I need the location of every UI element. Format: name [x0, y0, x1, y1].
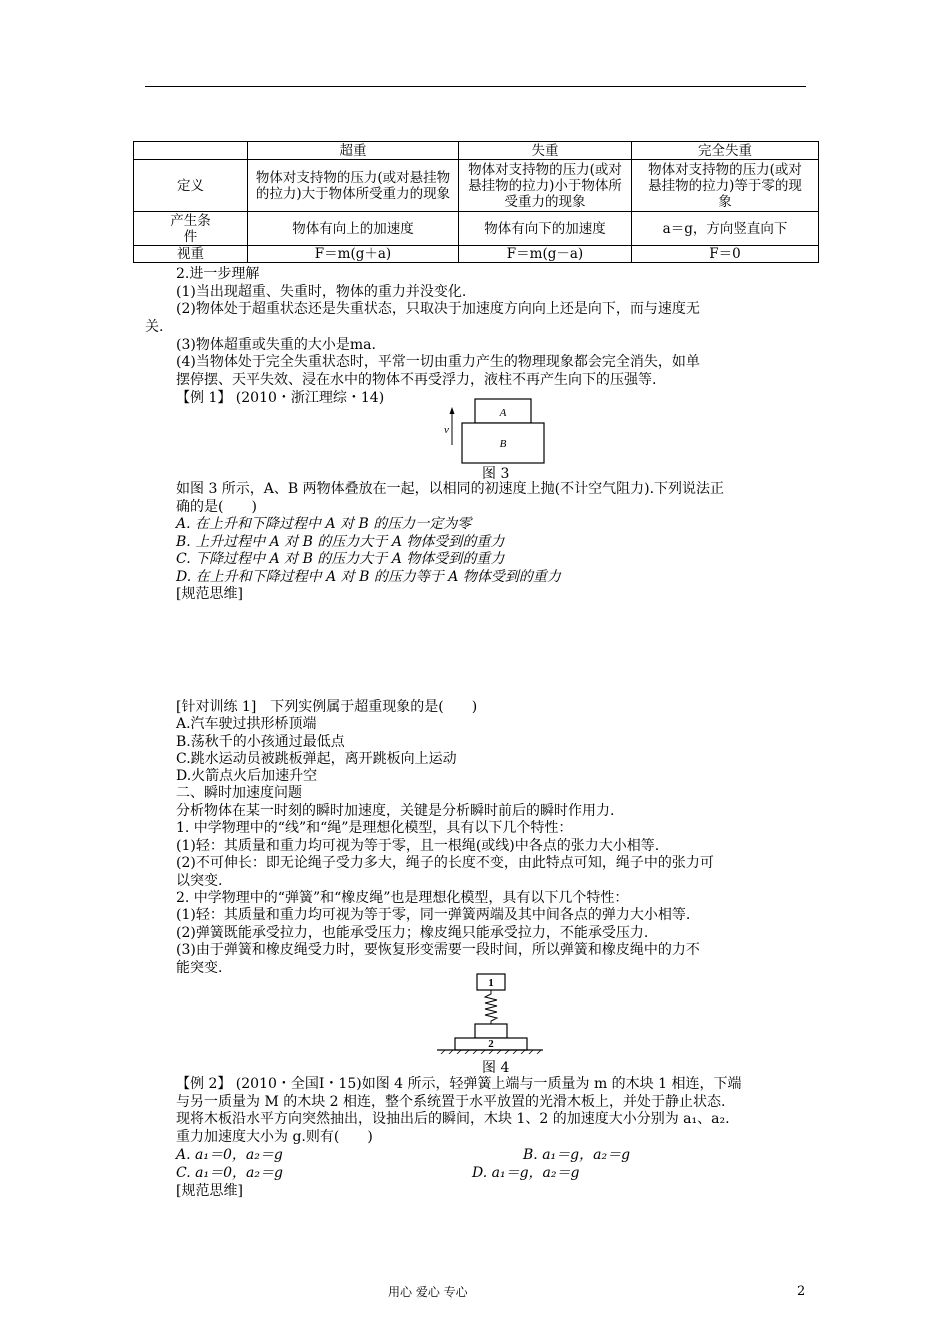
text-line: 摆停摆、天平失效、浸在水中的物体不再受浮力，液柱不再产生向下的压强等.: [176, 372, 657, 388]
question-text: 如图 3 所示，A、B 两物体叠放在一起，以相同的初速度上抛(不计空气阻力).下列说法正: [176, 481, 725, 497]
block-2-label: 2: [488, 1038, 494, 1050]
training-option-d: D.火箭点火后加速升空: [176, 768, 318, 784]
block-2-top: [475, 1024, 507, 1038]
example-2-text: 与另一质量为 M 的木块 2 相连，整个系统置于水平放置的光滑木板上，并处于静止状态.: [176, 1094, 726, 1110]
block-b-label: B: [499, 438, 507, 450]
col-header-weightless: 失重: [459, 142, 632, 160]
footer-text: 用心 爱心 专心: [388, 1285, 468, 1299]
header-rule: [145, 86, 806, 87]
arrow-head: [450, 407, 455, 414]
spring: [485, 990, 497, 1024]
cell-cond-complete: a＝g，方向竖直向下: [632, 212, 819, 246]
table-corner: [134, 142, 248, 160]
cell-app-overweight: F＝m(g＋a): [248, 246, 459, 263]
option-b: B. 上升过程中 A 对 B 的压力大于 A 物体受到的重力: [176, 534, 505, 550]
block-1-label: 1: [488, 977, 494, 989]
text-line: (4)当物体处于完全失重状态时，平常一切由重力产生的物理现象都会完全消失，如单: [176, 354, 700, 370]
text-line: (2)不可伸长：即无论绳子受力多大，绳子的长度不变，由此特点可知，绳子中的张力可: [176, 855, 714, 871]
text-line: 关.: [145, 319, 164, 335]
training-1-heading: [针对训练 1] 下列实例属于超重现象的是( ): [176, 699, 478, 715]
option-a: A. 在上升和下降过程中 A 对 B 的压力一定为零: [176, 516, 472, 532]
text-line: 1. 中学物理中的“线”和“绳”是理想化模型，具有以下几个特性：: [176, 820, 573, 836]
cell-def-overweight: 物体对支持物的压力(或对悬挂物的拉力)大于物体所受重力的现象: [248, 160, 459, 212]
page-number: 2: [797, 1284, 806, 1299]
training-option-c: C.跳水运动员被跳板弹起，离开跳板向上运动: [176, 751, 457, 767]
row-header-condition: 产生条件: [134, 212, 248, 246]
cell-app-complete: F＝0: [632, 246, 819, 263]
row-header-definition: 定义: [134, 160, 248, 212]
text-line: (2)弹簧既能承受拉力，也能承受压力；橡皮绳只能承受拉力，不能承受压力.: [176, 925, 649, 941]
text-line: (1)当出现超重、失重时，物体的重力并没变化.: [176, 284, 467, 300]
normative-thinking-label: [规范思维]: [176, 586, 243, 602]
example-1-heading: 【例 1】 (2010・浙江理综・14): [176, 390, 385, 406]
figure-3-caption: 图 3: [482, 466, 510, 482]
figure-4-caption: 图 4: [482, 1060, 510, 1076]
normative-thinking-label: [规范思维]: [176, 1183, 243, 1199]
velocity-label: v: [444, 424, 449, 436]
figure-3: [440, 397, 545, 465]
cell-app-weightless: F＝m(g－a): [459, 246, 632, 263]
option-d: D. a₁＝g，a₂＝g: [472, 1165, 580, 1181]
text-line: (2)物体处于超重状态还是失重状态，只取决于加速度方向向上还是向下，而与速度无: [176, 301, 700, 317]
option-b: B. a₁＝g，a₂＝g: [523, 1147, 631, 1163]
text-line: 以突变.: [176, 873, 223, 889]
example-2-text: 【例 2】 (2010・全国Ⅰ・15)如图 4 所示，轻弹簧上端与一质量为 m 的木块 1 相连，下端: [176, 1076, 742, 1092]
example-2-text: 重力加速度大小为 g.则有( ): [176, 1129, 373, 1145]
option-a: A. a₁＝0，a₂＝g: [176, 1147, 283, 1163]
cell-cond-weightless: 物体有向下的加速度: [459, 212, 632, 246]
col-header-complete-weightless: 完全失重: [632, 142, 819, 160]
option-d: D. 在上升和下降过程中 A 对 B 的压力等于 A 物体受到的重力: [176, 569, 561, 585]
text-line: 能突变.: [176, 960, 223, 976]
weight-comparison-table: [133, 141, 819, 263]
training-option-a: A.汽车驶过拱形桥顶端: [176, 716, 317, 732]
cell-def-complete: 物体对支持物的压力(或对悬挂物的拉力)等于零的现象: [632, 160, 819, 212]
cell-def-weightless: 物体对支持物的压力(或对悬挂物的拉力)小于物体所受重力的现象: [459, 160, 632, 212]
text-line: (3)物体超重或失重的大小是ma.: [176, 337, 376, 353]
text-line: (3)由于弹簧和橡皮绳受力时，要恢复形变需要一段时间，所以弹簧和橡皮绳中的力不: [176, 942, 700, 958]
question-text: 确的是( ): [176, 499, 257, 515]
figure-4: [435, 972, 545, 1054]
text-line: 2. 中学物理中的“弹簧”和“橡皮绳”也是理想化模型，具有以下几个特性：: [176, 890, 629, 906]
option-c: C. a₁＝0，a₂＝g: [176, 1165, 283, 1181]
sub-heading: 2.进一步理解: [176, 266, 260, 282]
text-line: 分析物体在某一时刻的瞬时加速度，关键是分析瞬时前后的瞬时作用力.: [176, 803, 615, 819]
block-a-label: A: [499, 407, 507, 419]
text-line: (1)轻：其质量和重力均可视为等于零，且一根绳(或线)中各点的张力大小相等.: [176, 838, 660, 854]
col-header-overweight: 超重: [248, 142, 459, 160]
section-heading: 二、瞬时加速度问题: [176, 785, 302, 801]
text-line: (1)轻：其质量和重力均可视为等于零，同一弹簧两端及其中间各点的弹力大小相等.: [176, 907, 691, 923]
example-2-text: 现将木板沿水平方向突然抽出，设抽出后的瞬间，木块 1、2 的加速度大小分别为 a₁、a₂.: [176, 1111, 730, 1127]
cell-cond-overweight: 物体有向上的加速度: [248, 212, 459, 246]
row-header-apparent: 视重: [134, 246, 248, 263]
training-option-b: B.荡秋千的小孩通过最低点: [176, 734, 345, 750]
option-c: C. 下降过程中 A 对 B 的压力大于 A 物体受到的重力: [176, 551, 505, 567]
